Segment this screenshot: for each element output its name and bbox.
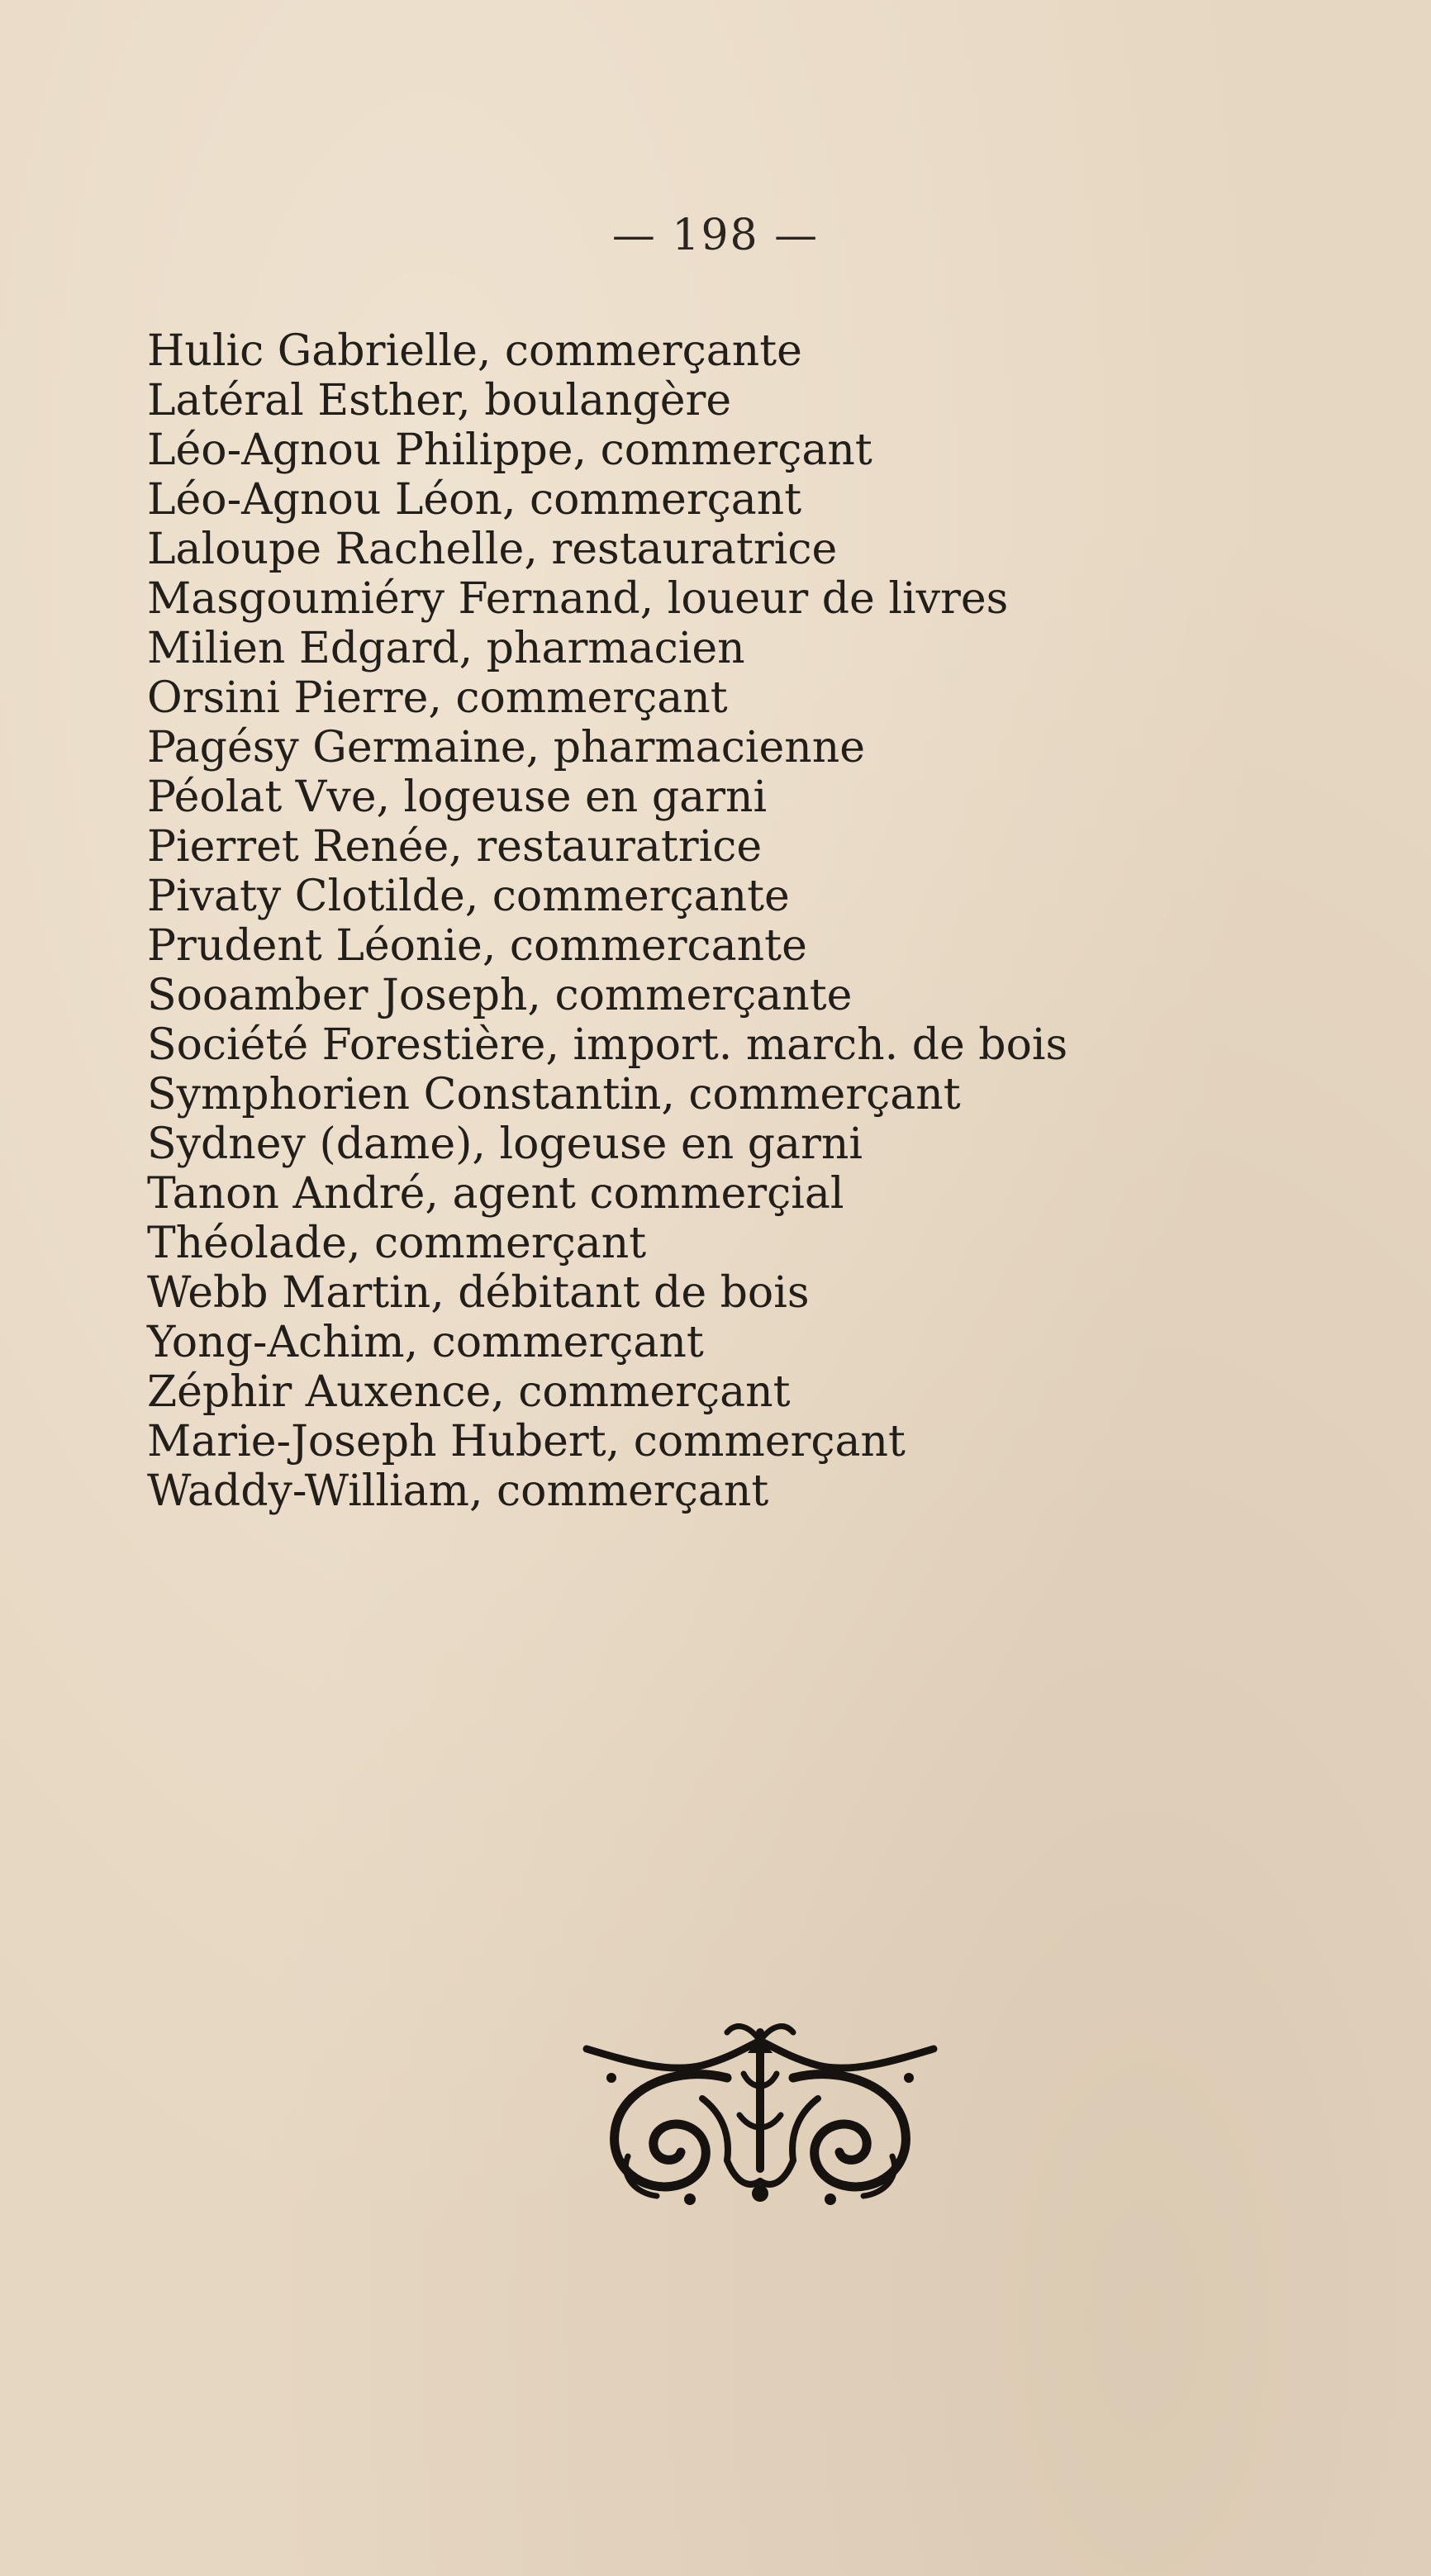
list-item: Prudent Léonie, commercante xyxy=(147,921,807,971)
list-item: Webb Martin, débitant de bois xyxy=(147,1268,810,1318)
floral-ornament-icon xyxy=(578,2016,942,2214)
list-item: Théolade, commerçant xyxy=(147,1219,647,1268)
list-item: Marie-Joseph Hubert, commerçant xyxy=(147,1417,906,1466)
list-item: Léo-Agnou Philippe, commerçant xyxy=(147,425,872,475)
list-item: Péolat Vve, logeuse en garni xyxy=(147,772,768,822)
list-item: Pierret Renée, restauratrice xyxy=(147,822,763,872)
list-item: Symphorien Constantin, commerçant xyxy=(147,1070,961,1119)
list-item: Pagésy Germaine, pharmacienne xyxy=(147,723,865,772)
list-item: Sydney (dame), logeuse en garni xyxy=(147,1119,863,1169)
page-number: — 198 — xyxy=(611,211,820,260)
list-item: Orsini Pierre, commerçant xyxy=(147,673,728,723)
list-item: Laloupe Rachelle, restauratrice xyxy=(147,525,838,574)
list-item: Latéral Esther, boulangère xyxy=(147,376,732,425)
list-item: Pivaty Clotilde, commerçante xyxy=(147,872,790,921)
directory-list xyxy=(147,326,1067,1516)
list-item: Waddy-William, commerçant xyxy=(147,1466,769,1516)
list-item: Hulic Gabrielle, commerçante xyxy=(147,326,802,376)
list-item: Tanon André, agent commerçial xyxy=(147,1169,844,1219)
list-item: Yong-Achim, commerçant xyxy=(147,1318,704,1367)
list-item: Léo-Agnou Léon, commerçant xyxy=(147,475,802,525)
list-item: Masgoumiéry Fernand, loueur de livres xyxy=(147,574,1009,624)
list-item: Zéphir Auxence, commerçant xyxy=(147,1367,791,1417)
list-item: Sooamber Joseph, commerçante xyxy=(147,971,853,1020)
list-item: Société Forestière, import. march. de bois xyxy=(147,1020,1068,1070)
list-item: Milien Edgard, pharmacien xyxy=(147,624,745,673)
